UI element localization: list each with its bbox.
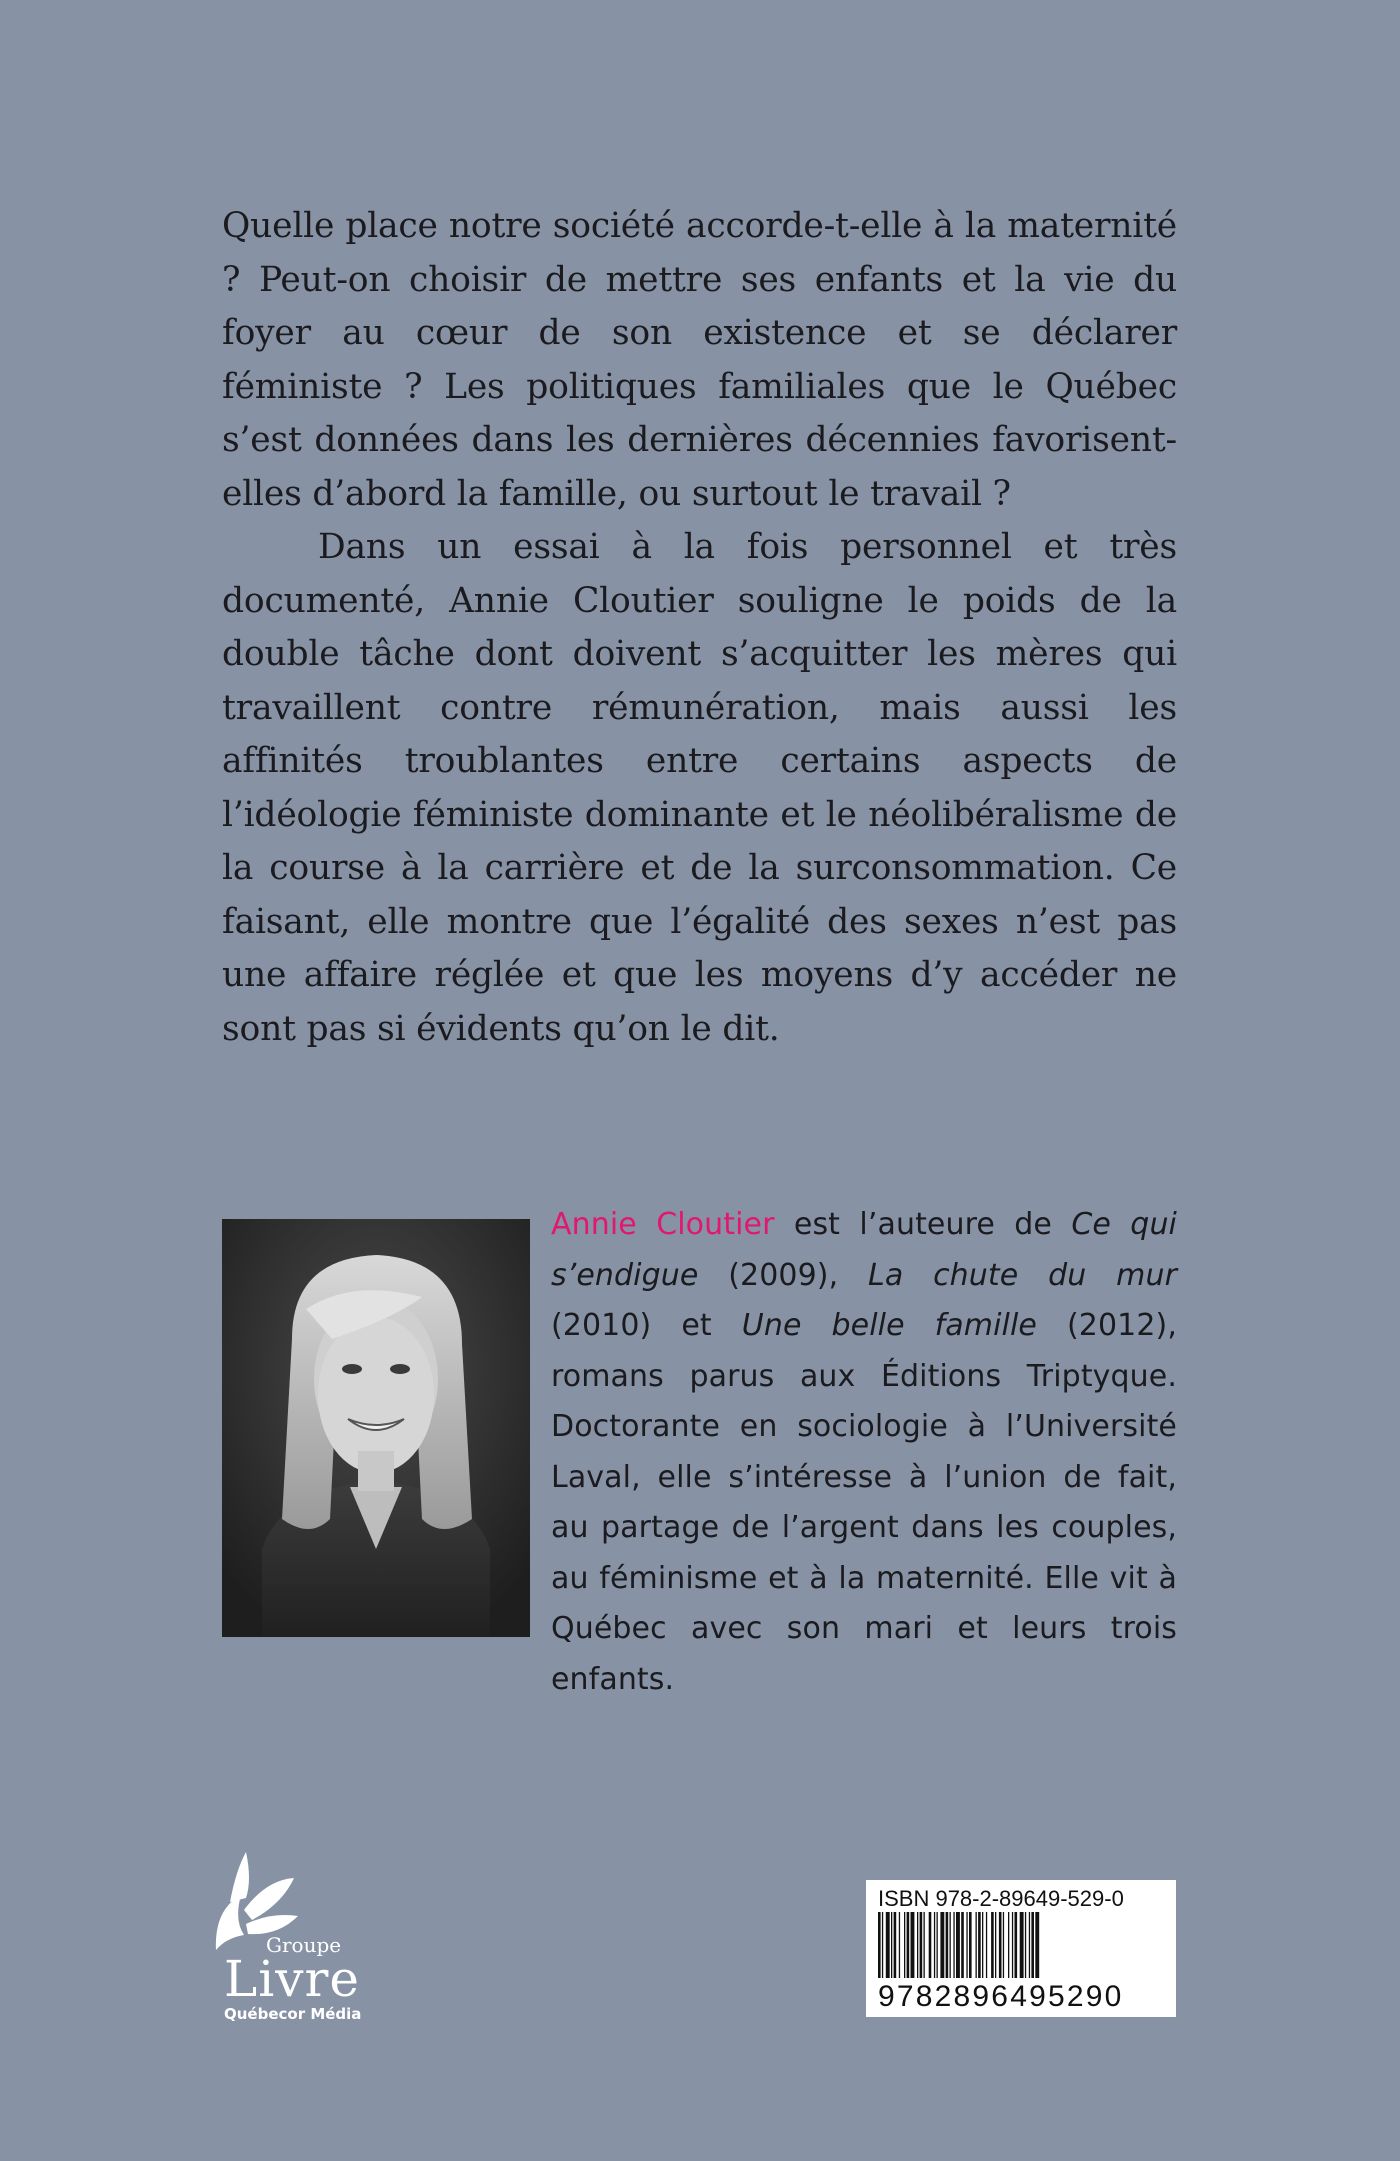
barcode-bar <box>1003 1912 1004 1978</box>
author-photo <box>222 1219 530 1637</box>
barcode-bar <box>920 1912 923 1978</box>
barcode-bar <box>950 1912 951 1978</box>
barcode-bar <box>1012 1912 1013 1978</box>
barcode-bar <box>961 1912 964 1978</box>
barcode-bar <box>878 1912 881 1978</box>
barcode-bar <box>929 1912 932 1978</box>
back-cover-blurb <box>222 200 1177 1056</box>
barcode-bar <box>904 1912 905 1978</box>
barcode-bar <box>946 1912 949 1978</box>
barcode-bar <box>1031 1912 1034 1978</box>
barcode-bar <box>991 1912 994 1978</box>
isbn-label: ISBN 978-2-89649-529-0 <box>878 1886 1124 1911</box>
barcode-bar <box>1029 1912 1030 1978</box>
bio-text-4: (2012), romans parus aux Éditions Triptyque. Doctorante en sociologie à l’Université Laval, elle s’intéresse à l’union de fait, au partage de l’argent dans les couples, au féminisme et à la maternité. Elle vit à Québec avec son mari et leurs trois enfants. <box>551 1308 1177 1697</box>
barcode-bar <box>882 1912 883 1978</box>
publisher-livre: Livre <box>224 1950 360 2008</box>
bio-text-3: (2010) et <box>551 1308 742 1343</box>
barcode-bar <box>978 1912 981 1978</box>
barcode-bar <box>1035 1912 1039 1978</box>
barcode <box>878 1912 1164 1978</box>
barcode-bar <box>1015 1912 1018 1978</box>
barcode-bar <box>937 1912 938 1978</box>
book-title-3: Une belle famille <box>741 1308 1037 1343</box>
barcode-bar <box>1008 1912 1009 1978</box>
barcode-bar <box>976 1912 977 1978</box>
barcode-bar <box>956 1912 960 1978</box>
blurb-paragraph-2: Dans un essai à la fois personnel et très documenté, Annie Cloutier souligne le poids de la double tâche dont doivent s’acquitter les mères qui travaillent contre rémunération, mais aussi les affinités troublantes entre certains aspects de l’idéologie féministe dominante et le néolibéralisme de la course à la carrière et de la surconsommation. Ce faisant, elle montre que l’égalité des sexes n’est pas une affaire réglée et que les moyens d’y accéder ne sont pas si évidents qu’on le dit. <box>222 527 1177 1049</box>
barcode-bar <box>966 1912 967 1978</box>
barcode-bar <box>894 1912 897 1978</box>
isbn-digits: 9782896495290 <box>878 1980 1124 2013</box>
barcode-bar <box>986 1912 987 1978</box>
blurb-paragraph-1: Quelle place notre société accorde-t-elle à la maternité ? Peut-on choisir de mettre ses enfants et la vie du foyer au cœur de son existence et se déclarer féministe ? Les politiques familiales que le Québec s’est données dans les dernières décennies favorisent-elles d’abord la famille, ou surtout le travail ? <box>222 206 1177 514</box>
bio-text-1: est l’auteure de <box>774 1207 1072 1242</box>
barcode-bar <box>907 1912 910 1978</box>
barcode-bar <box>953 1912 954 1978</box>
barcode-bar <box>934 1912 935 1978</box>
barcode-bar <box>999 1912 1002 1978</box>
publisher-logo <box>186 1850 376 2025</box>
author-name: Annie Cloutier <box>551 1207 775 1242</box>
barcode-bar <box>1025 1912 1026 1978</box>
isbn-barcode-box <box>866 1880 1176 2017</box>
barcode-bar <box>940 1912 944 1978</box>
publisher-groupe: Groupe <box>266 1933 342 1957</box>
barcode-bar <box>969 1912 972 1978</box>
barcode-bar <box>995 1912 996 1978</box>
barcode-bar <box>899 1912 900 1978</box>
publisher-media: Québecor Média <box>224 2005 362 2023</box>
barcode-bar <box>917 1912 918 1978</box>
book-title-2: La chute du mur <box>868 1257 1178 1293</box>
barcode-bar <box>924 1912 925 1978</box>
barcode-bar <box>1020 1912 1024 1978</box>
author-bio <box>551 1200 1177 1705</box>
book-title-1: Ce qui s’endigue <box>551 1207 1177 1293</box>
bio-text-2: (2009), <box>698 1257 868 1293</box>
barcode-bar <box>982 1912 983 1978</box>
barcode-bar <box>891 1912 892 1978</box>
barcode-bar <box>911 1912 915 1978</box>
barcode-bar <box>886 1912 890 1978</box>
